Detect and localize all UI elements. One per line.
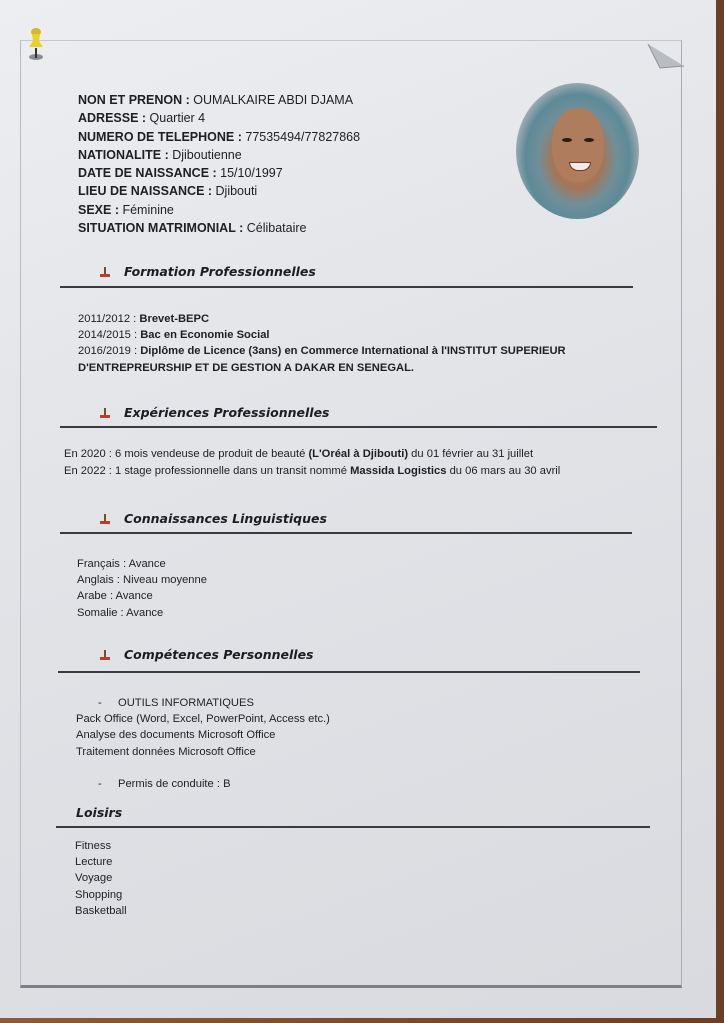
- skills-rule: [58, 671, 640, 673]
- profile-photo: [516, 83, 639, 219]
- formation-heading: Formation Professionnelles: [100, 264, 316, 279]
- experience-item: En 2022 : 1 stage professionnelle dans un transit nommé Massida Logistics du 06 mars au 30 avril: [64, 465, 561, 477]
- language-item: Somalie : Avance: [77, 606, 164, 619]
- formation-list: [78, 311, 566, 376]
- nationality-row: NATIONALITE : Djiboutienne: [78, 147, 242, 162]
- table-icon: [100, 267, 110, 277]
- hobbies-rule: [56, 826, 650, 828]
- table-icon: [100, 408, 110, 418]
- language-item: Anglais : Niveau moyenne: [77, 574, 207, 587]
- folded-corner-icon: [646, 44, 686, 74]
- languages-heading: Connaissances Linguistiques: [100, 511, 327, 526]
- formation-item: 2014/2015 : Bac en Economie Social: [78, 329, 270, 342]
- pushpin-icon: [26, 28, 46, 62]
- languages-list: [77, 556, 207, 621]
- skill-item: Pack Office (Word, Excel, PowerPoint, Access etc.): [76, 713, 330, 726]
- birthplace-row: LIEU DE NAISSANCE : Djibouti: [78, 184, 258, 199]
- marital-row: SITUATION MATRIMONIAL : Célibataire: [78, 221, 307, 236]
- experience-rule: [60, 426, 657, 428]
- experience-item: En 2020 : 6 mois vendeuse de produit de beauté (L'Oréal à Djibouti) du 01 février au 31 juillet: [64, 448, 534, 460]
- hobbies-list: [75, 838, 127, 919]
- sex-row: SEXE : Féminine: [78, 202, 174, 217]
- phone-row: NUMERO DE TELEPHONE : 77535494/77827868: [78, 129, 361, 144]
- hobby-item: Fitness: [75, 840, 112, 852]
- address-row: ADRESSE : Quartier 4: [78, 111, 206, 126]
- language-item: Français : Avance: [77, 558, 166, 570]
- photo-eye-right: [584, 138, 594, 142]
- hobby-item: Lecture: [75, 856, 113, 869]
- formation-item: 2011/2012 : Brevet-BEPC: [78, 313, 210, 325]
- formation-item: 2016/2019 : Diplôme de Licence (3ans) en Commerce International à l'INSTITUT SUPERIEUR: [78, 345, 566, 358]
- experience-list: [64, 446, 560, 480]
- table-icon: [100, 650, 110, 660]
- name-row: NON ET PRENON : OUMALKAIRE ABDI DJAMA: [78, 93, 354, 107]
- hobby-item: Basketball: [75, 904, 127, 917]
- hobby-item: Voyage: [75, 872, 113, 885]
- formation-item: D'ENTREPREURSHIP ET DE GESTION A DAKAR EN SENEGAL.: [78, 361, 415, 374]
- experience-heading: Expériences Professionnelles: [100, 405, 330, 420]
- hobby-item: Shopping: [75, 888, 123, 901]
- language-item: Arabe : Avance: [77, 590, 153, 603]
- it-tools-heading: - OUTILS INFORMATIQUES: [98, 697, 254, 709]
- formation-rule: [60, 286, 633, 288]
- hobbies-heading: Loisirs: [76, 805, 123, 820]
- skill-item: Analyse des documents Microsoft Office: [76, 729, 276, 742]
- driving-license: - Permis de conduite : B: [98, 777, 231, 790]
- birthdate-row: DATE DE NAISSANCE : 15/10/1997: [78, 166, 283, 181]
- skills-heading: Compétences Personnelles: [100, 647, 314, 662]
- skill-item: Traitement données Microsoft Office: [76, 745, 256, 758]
- personal-info: [78, 91, 360, 237]
- skills-list: [76, 695, 330, 792]
- languages-rule: [60, 532, 632, 534]
- table-icon: [100, 514, 110, 524]
- photo-eye-left: [562, 138, 572, 142]
